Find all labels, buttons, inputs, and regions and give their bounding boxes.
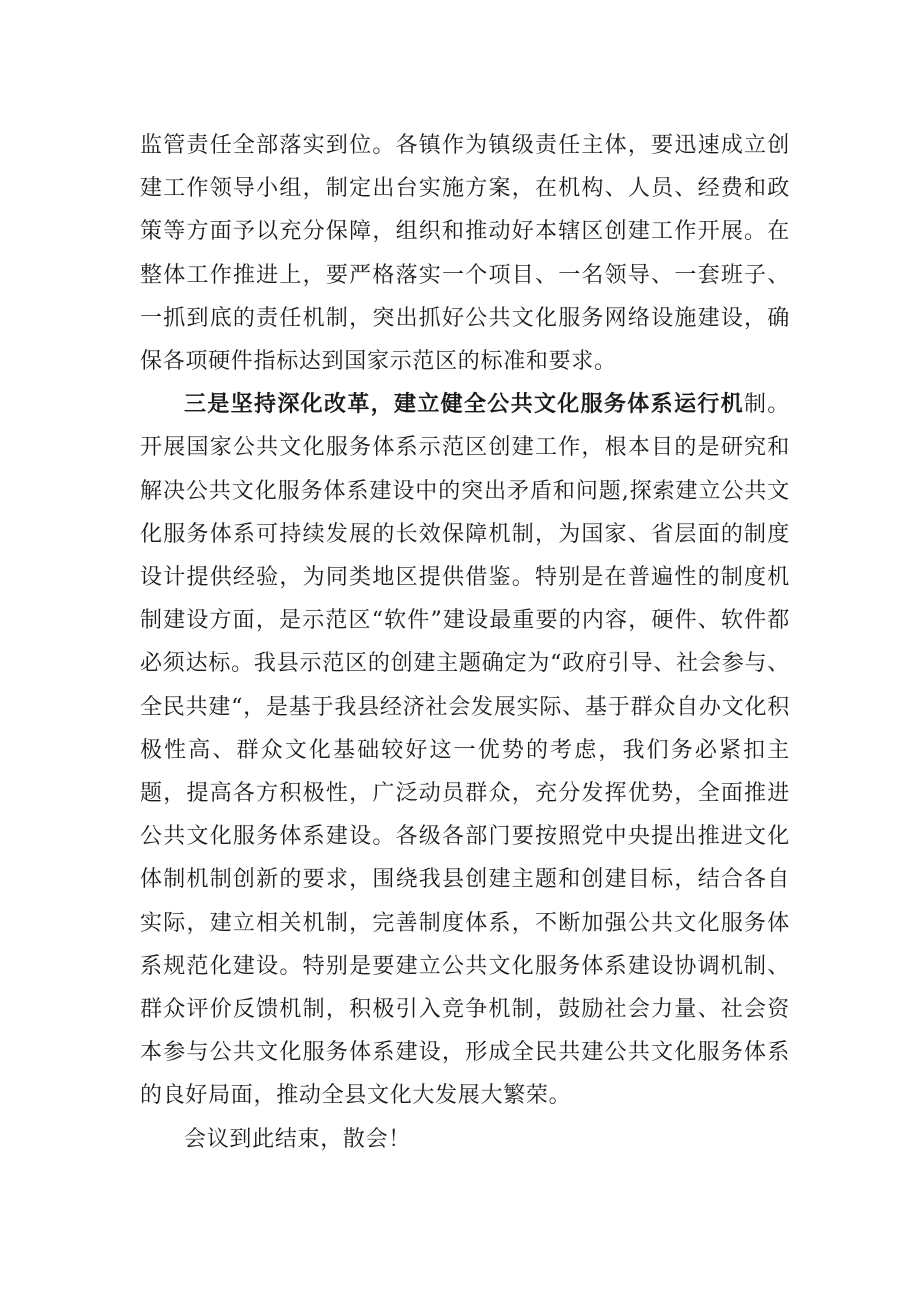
- paragraph-lead-heading: 三是坚持深化改革，建立健全公共文化服务体系运行机: [184, 391, 744, 418]
- paragraph-responsibility: [140, 124, 790, 383]
- paragraph-text: 会议到此结束，散会！: [184, 1126, 412, 1152]
- paragraph-reform: [140, 383, 790, 1117]
- document-body: [140, 124, 790, 1161]
- paragraph-closing: [140, 1118, 790, 1161]
- paragraph-text: 监管责任全部落实到位。各镇作为镇级责任主体，要迅速成立创建工作领导小组，制定出台实施方案，在机构、人员、经费和政策等方面予以充分保障，组织和推动好本辖区创建工作开展。在整体工作推进上，要严格落实一个项目、一名领导、一套班子、一抓到底的责任机制，突出抓好公共文化服务网络设施建设，确保各项硬件指标达到国家示范区的标准和要求。: [140, 133, 790, 375]
- paragraph-text: 制。开展国家公共文化服务体系示范区创建工作，根本目的是研究和解决公共文化服务体系建设中的突出矛盾和问题,探索建立公共文化服务体系可持续发展的长效保障机制，为国家、省层面的制度设计提供经验，为同类地区提供借鉴。特别是在普遍性的制度机制建设方面，是示范区“软件”建设最重要的内容，硬件、软件都必须达标。我县示范区的创建主题确定为“政府引导、社会参与、全民共建“，是基于我县经济社会发展实际、基于群众自办文化积极性高、群众文化基础较好这一优势的考虑，我们务必紧扣主题，提高各方积极性，广泛动员群众，充分发挥优势，全面推进公共文化服务体系建设。各级各部门要按照党中央提出推进文化体制机制创新的要求，围绕我县创建主题和创建目标，结合各自实际，建立相关机制，完善制度体系，不断加强公共文化服务体系规范化建设。特别是要建立公共文化服务体系建设协调机制、群众评价反馈机制，积极引入竞争机制，鼓励社会力量、社会资本参与公共文化服务体系建设，形成全民共建公共文化服务体系的良好局面，推动全县文化大发展大繁荣。: [140, 392, 790, 1109]
